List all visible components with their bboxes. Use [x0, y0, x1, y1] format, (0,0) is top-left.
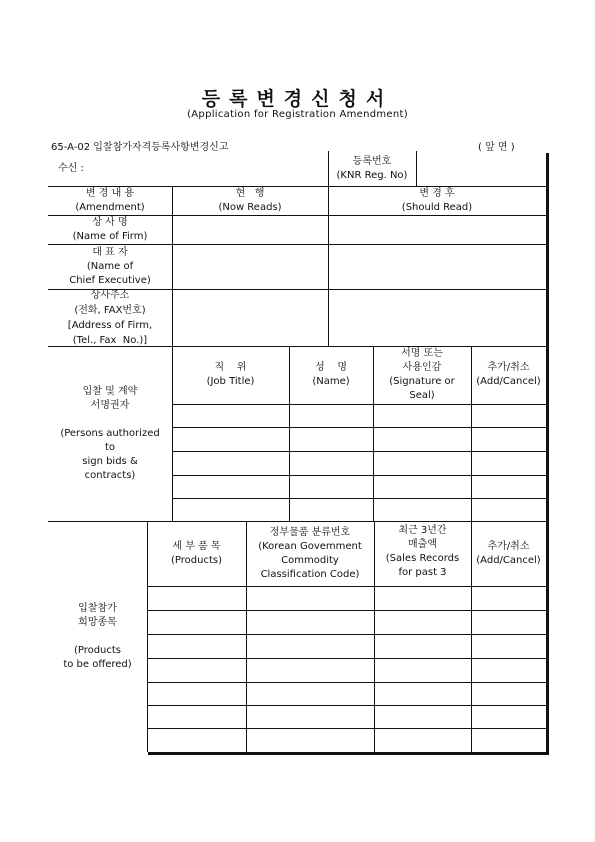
chief-en-2: Chief Executive) — [69, 274, 151, 286]
table-shadow-right — [546, 153, 549, 755]
should-read-header — [328, 186, 546, 215]
rule — [147, 658, 546, 659]
classification-code-header — [246, 521, 374, 586]
rule — [172, 475, 546, 476]
rule — [147, 634, 546, 635]
name-header — [289, 346, 373, 404]
table-shadow-bottom — [148, 752, 549, 755]
rule — [172, 404, 546, 405]
reg-no-en: (KNR Reg. No) — [336, 169, 408, 181]
rule — [172, 451, 546, 452]
products-ko-2: 희망종목 — [78, 616, 117, 628]
add-cancel-ko: 추가/취소 — [487, 362, 530, 373]
products-add-cancel-header — [471, 521, 546, 586]
address-ko-2: (전화, FAX번호) — [74, 304, 146, 316]
sales-records-header — [374, 521, 471, 586]
firm-name-ko: 상 사 명 — [92, 216, 128, 228]
products-offered-label — [48, 521, 147, 752]
rule — [147, 705, 546, 706]
now-reads-ko: 현 행 — [235, 187, 265, 199]
persons-ko-2: 서명권자 — [90, 399, 130, 411]
signature-header — [373, 346, 471, 404]
signature-ko-2: 사용인감 — [402, 362, 442, 373]
chief-executive-label — [48, 244, 172, 289]
sales-en-1: (Sales Records — [385, 553, 460, 564]
firm-name-en: (Name of Firm) — [72, 230, 148, 242]
items-en: (Products) — [171, 554, 222, 566]
sales-ko-1: 최근 3년간 — [398, 525, 447, 536]
address-now-field[interactable] — [173, 290, 327, 345]
should-read-en: (Should Read) — [401, 201, 473, 213]
products-add-ko: 추가/취소 — [487, 540, 530, 552]
add-cancel-header — [471, 346, 546, 404]
products-items-header — [147, 521, 246, 586]
firm-name-label — [48, 215, 172, 244]
job-title-en: (Job Title) — [206, 376, 255, 387]
address-en-1: [Address of Firm, — [67, 319, 153, 331]
signature-ko-1: 서명 또는 — [401, 348, 443, 359]
persons-en-1: (Persons authorized — [60, 427, 160, 439]
chief-ko: 대 표 자 — [92, 246, 128, 258]
products-en-1: (Products — [73, 644, 122, 656]
rule — [172, 427, 546, 428]
firm-address-label — [48, 289, 172, 346]
rule — [172, 498, 546, 499]
persons-en-3: sign bids & — [82, 455, 138, 467]
rule — [147, 610, 546, 611]
firm-name-new-field[interactable] — [329, 216, 545, 243]
amendment-ko: 변 경 내 용 — [85, 187, 135, 199]
chief-en-1: (Name of — [86, 260, 134, 272]
receiver-label — [48, 151, 328, 186]
form-title: 등록변경신청서 — [201, 88, 394, 110]
job-title-header — [172, 346, 289, 404]
name-en: (Name) — [312, 376, 350, 387]
sales-ko-2: 매출액 — [408, 539, 437, 550]
firm-name-now-field[interactable] — [173, 216, 327, 243]
class-en-3: Classification Code) — [260, 568, 360, 580]
form-subtitle: (Application for Registration Amendment) — [187, 109, 408, 120]
products-ko-1: 입찰참가 — [78, 602, 117, 614]
address-ko: 상사주소 — [90, 289, 130, 301]
signature-en-2: Seal) — [409, 390, 435, 401]
products-en-2: to be offered) — [63, 658, 132, 670]
receiver-text: 수신 : — [58, 162, 84, 174]
amendment-header — [48, 186, 172, 215]
add-cancel-en: (Add/Cancel) — [476, 376, 541, 387]
should-read-ko: 변 경 후 — [419, 187, 455, 199]
class-ko: 정부물품 분류번호 — [269, 526, 351, 538]
class-en-2: Commodity — [281, 554, 339, 566]
signature-en-1: (Signature or — [389, 376, 455, 387]
rule — [147, 728, 546, 729]
chief-new-field[interactable] — [329, 245, 545, 288]
reg-no-ko: 등록번호 — [352, 155, 392, 167]
rule — [147, 586, 546, 587]
reg-no-label — [328, 151, 416, 186]
job-title-ko: 직 위 — [214, 362, 247, 373]
products-add-en: (Add/Cancel) — [476, 554, 541, 566]
items-ko: 세 부 품 목 — [172, 540, 221, 552]
chief-now-field[interactable] — [173, 245, 327, 288]
persons-ko-1: 입찰 및 계약 — [82, 385, 138, 397]
page-side-label: ( 앞 면 ) — [478, 142, 515, 153]
persons-authorized-label — [48, 346, 172, 521]
reg-no-field[interactable] — [417, 152, 545, 185]
now-reads-header — [172, 186, 328, 215]
rule — [147, 682, 546, 683]
name-ko: 성 명 — [314, 362, 348, 373]
form-code: 65-A-02 입찰참가자격등록사항변경신고 — [51, 142, 229, 153]
now-reads-en: (Now Reads) — [218, 201, 282, 213]
address-new-field[interactable] — [329, 290, 545, 345]
class-en-1: (Korean Govemment — [258, 540, 362, 552]
persons-en-2: to — [104, 441, 116, 453]
persons-en-4: contracts) — [84, 469, 136, 481]
address-en-2: (Tel., Fax No.)] — [72, 334, 148, 346]
sales-en-2: for past 3 — [398, 567, 447, 578]
amendment-en: (Amendment) — [75, 201, 145, 213]
